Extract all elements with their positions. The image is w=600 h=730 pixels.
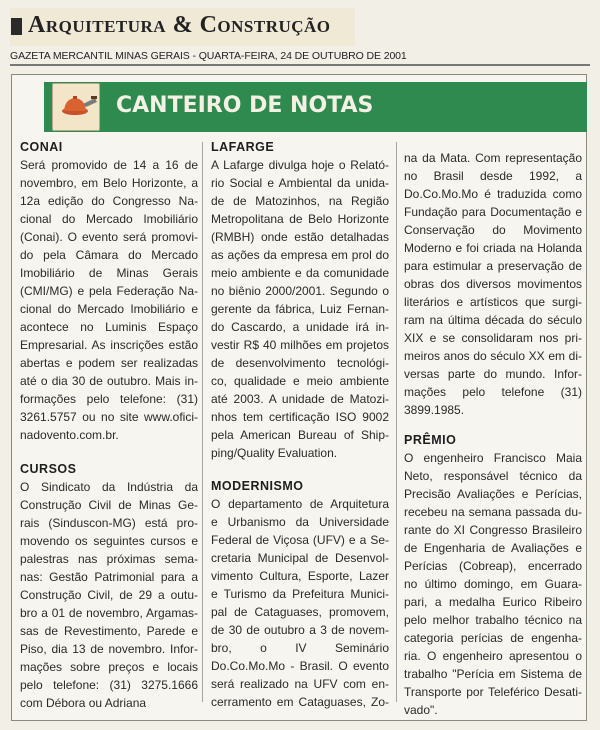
hard-hat-trowel-icon bbox=[52, 83, 100, 131]
article-body: O Sindicato da Indústria da Construção Civil de Minas Ge- rais (Sinduscon-MG) está pro- movendo os seguintes cursos e palestras nas próximas sema- nas: Gestão Patrimonial para a Construção Civil, de 29 a outu- bro a 01 de novembro, Argamas- sas de Revestimento, Parede e Piso, dia 13 de novembro. Infor- mações sobre preços e locais pelo telefone: (31) 3275.1666 com Débora ou Adriana bbox=[20, 480, 198, 710]
article-heading: LAFARGE bbox=[211, 140, 275, 154]
section-header bbox=[10, 8, 355, 46]
article-body: Será promovido de 14 a 16 de novembro, em Belo Horizonte, a 12a edição do Congresso Na- cional do Mercado Imobiliário (Conai). O evento será promovi- do pela Câmara do Mercado Imobiliário de Minas Gerais (CMI/MG) e pela Federação Na- cional do Mercado Imobiliário e acontece no Luminis Espaço Empresarial. As inscrições estão abertas e podem ser realizadas até o dia 30 de outubro. Mais in- formações pelo telefone: (31) 3261.5757 ou no site www.ofici- nadovento.com.br. bbox=[20, 158, 198, 442]
article-heading: PRÊMIO bbox=[404, 433, 457, 447]
article-heading: CONAI bbox=[20, 140, 63, 154]
article-body: O engenheiro Francisco Maia Neto, responsável técnico da Precisão Avaliações e Perícias, recebeu na semana passada du- rante do XI Congresso Brasileiro de Engenharia de Avaliações e Perícias (Cobreap), encerrado no último domingo, em Guara- pari, a medalha Eurico Ribeiro pelo melhor trabalho técnico na categoria perícias de engenha- ria. O engenheiro apresentou o trabalho "Perícia em Sistema de Transporte por Teleférico Desati- vado". bbox=[404, 451, 582, 717]
column-3 bbox=[404, 149, 582, 719]
header-rule bbox=[10, 64, 590, 66]
notes-banner bbox=[44, 82, 587, 132]
section-title: Arquitetura & Construção bbox=[28, 12, 331, 38]
article-body: na da Mata. Com representação no Brasil desde 1992, a Do.Co.Mo.Mo é traduzida como Fundação para Documentação e Conservação do Movimento Moderno e foi criada na Holanda para estimular a preservação de obras dos diversos movimentos literários e artísticos que surgi- ram na última década do século XIX e se consolidaram nos pri- meiros anos do século XX em di- versas parte do mundo. Infor- mações pelo telefone (31) 3899.1985. bbox=[404, 151, 582, 417]
article-heading: CURSOS bbox=[20, 462, 77, 476]
article-body: O departamento de Arquitetura e Urbanismo da Universidade Federal de Viçosa (UFV) e a Se- cretaria Municipal de Desenvol- vimento Cultura, Esporte, Lazer e Turismo da Prefeitura Munici- pal de Cataguases, promovem, de 30 de outubro a 3 de novem- bro, o IV Seminário Do.Co.Mo.Mo - Brasil. O evento será realizado na UFV com en- cerramento em Cataguases, Zo- bbox=[211, 497, 389, 709]
section-marker bbox=[11, 18, 22, 35]
notes-banner-title: CANTEIRO DE NOTAS bbox=[116, 93, 374, 118]
column-1 bbox=[20, 138, 198, 712]
article-body: A Lafarge divulga hoje o Relató- rio Social e Ambiental da unida- de de Matozinhos, na Região Metropolitana de Belo Horizonte (RMBH) onde estão detalhadas as ações da empresa em prol do meio ambiente e da comunidade no biênio 2000/2001. Segundo o gerente da fábrica, Luiz Fernan- do Cascardo, a unidade irá in- vestir R$ 40 milhões em projetos de desenvolvimento tecnológi- co, qualidade e meio ambiente até 2003. A unidade de Matozi- nhos tem certificação ISO 9002 pela American Bureau of Ship- ping/Quality Evaluation. bbox=[211, 158, 389, 460]
column-separator bbox=[202, 142, 203, 702]
article-heading: MODERNISMO bbox=[211, 479, 304, 493]
column-2 bbox=[211, 138, 389, 711]
publication-line: GAZETA MERCANTIL MINAS GERAIS - QUARTA-FEIRA, 24 DE OUTUBRO DE 2001 bbox=[10, 50, 407, 62]
column-separator bbox=[396, 142, 397, 702]
